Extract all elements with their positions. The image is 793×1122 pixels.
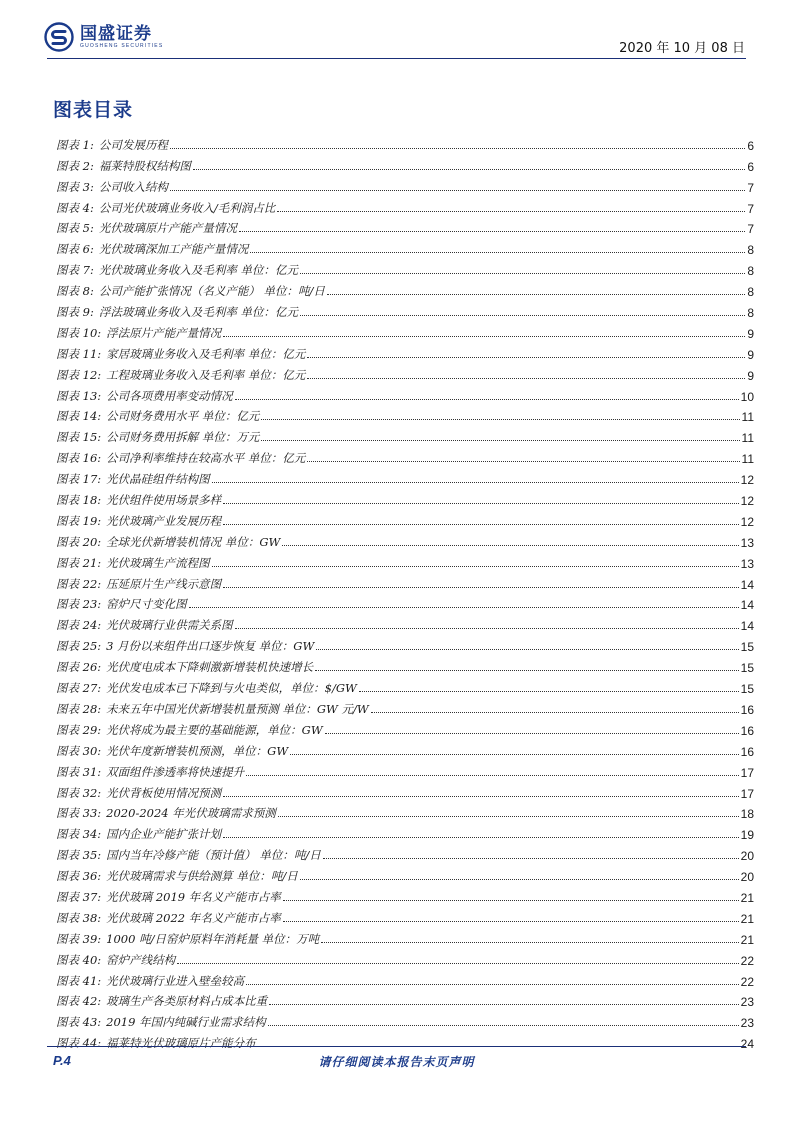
toc-entry-label xyxy=(56,889,281,905)
toc-entry-number: 图表 25: xyxy=(56,639,102,654)
toc-dot-leader xyxy=(235,398,739,400)
toc-entry-page: 19 xyxy=(740,828,754,843)
toc-entry-page: 10 xyxy=(740,389,754,404)
toc-entry-text: 光伏玻璃生产流程图 xyxy=(106,555,210,570)
toc-entry-page: 13 xyxy=(740,535,754,550)
toc-list xyxy=(56,132,754,1051)
toc-entry-number: 图表 44: xyxy=(56,1036,102,1051)
brand-logo xyxy=(44,22,163,52)
toc-entry[interactable] xyxy=(56,278,754,299)
toc-dot-leader xyxy=(307,356,745,358)
toc-entry-page: 16 xyxy=(740,702,754,717)
toc-entry-text: 公司光伏玻璃业务收入/毛利润占比 xyxy=(98,200,276,215)
toc-entry-number: 图表 17: xyxy=(56,472,102,487)
toc-entry-label xyxy=(56,596,187,612)
toc-entry[interactable] xyxy=(56,445,754,466)
toc-entry-number: 图表 7: xyxy=(56,263,94,278)
toc-entry-page: 23 xyxy=(740,995,754,1010)
toc-entry-number: 图表 5: xyxy=(56,221,94,236)
toc-entry[interactable] xyxy=(56,863,754,884)
toc-entry-text: 公司财务费用拆解 单位：万元 xyxy=(106,430,260,445)
page-number: P.4 xyxy=(53,1053,71,1068)
toc-entry-page: 20 xyxy=(740,849,754,864)
toc-entry-text: 国内当年冷修产能（预计值） 单位：吨/日 xyxy=(106,848,321,863)
toc-entry-label xyxy=(56,304,298,320)
toc-dot-leader xyxy=(290,753,738,755)
toc-entry-number: 图表 40: xyxy=(56,952,102,967)
toc-entry-page: 21 xyxy=(740,911,754,926)
toc-entry-text: 光伏玻璃 2019 年名义产能市占率 xyxy=(106,889,281,904)
toc-dot-leader xyxy=(250,251,745,253)
toc-entry-text: 福莱特光伏玻璃原片产能分布 xyxy=(106,1036,256,1051)
toc-entry-label xyxy=(56,576,221,592)
toc-entry-number: 图表 4: xyxy=(56,200,94,215)
toc-entry-number: 图表 18: xyxy=(56,493,102,508)
toc-entry-text: 双面组件渗透率将快速提升 xyxy=(106,764,245,779)
toc-entry[interactable] xyxy=(56,320,754,341)
toc-entry-number: 图表 29: xyxy=(56,722,102,737)
toc-dot-leader xyxy=(359,690,739,692)
toc-entry-number: 图表 1: xyxy=(56,137,94,152)
toc-entry-label xyxy=(56,764,244,780)
toc-entry-text: 浮法玻璃业务收入及毛利率 单位：亿元 xyxy=(98,305,299,320)
toc-entry-label xyxy=(56,722,323,738)
toc-entry-page: 7 xyxy=(747,222,754,237)
toc-entry-label xyxy=(56,952,175,968)
toc-dot-leader xyxy=(327,293,745,295)
toc-entry-page: 21 xyxy=(740,890,754,905)
toc-entry[interactable] xyxy=(56,195,754,216)
toc-entry-label xyxy=(56,220,237,236)
toc-dot-leader xyxy=(307,377,745,379)
toc-entry-number: 图表 9: xyxy=(56,305,94,320)
toc-dot-leader xyxy=(283,899,739,901)
toc-entry-number: 图表 43: xyxy=(56,1015,102,1030)
toc-entry[interactable] xyxy=(56,717,754,738)
toc-entry-page: 17 xyxy=(740,786,754,801)
toc-entry-label xyxy=(56,826,221,842)
toc-entry-text: 光伏晶硅组件结构图 xyxy=(106,472,210,487)
toc-entry[interactable] xyxy=(56,299,754,320)
toc-entry-label xyxy=(56,388,233,404)
toc-entry[interactable] xyxy=(56,654,754,675)
toc-entry-number: 图表 10: xyxy=(56,325,102,340)
toc-entry-text: 光伏玻璃业务收入及毛利率 单位：亿元 xyxy=(98,263,299,278)
toc-entry[interactable] xyxy=(56,341,754,362)
toc-entry-text: 光伏玻璃 2022 年名义产能市占率 xyxy=(106,910,281,925)
toc-entry-page: 20 xyxy=(740,870,754,885)
brand-name-en: GUOSHENG SECURITIES xyxy=(80,42,164,49)
toc-entry-number: 图表 31: xyxy=(56,764,102,779)
toc-dot-leader xyxy=(170,147,745,149)
toc-entry[interactable] xyxy=(56,842,754,863)
toc-dot-leader xyxy=(321,941,739,943)
toc-dot-leader xyxy=(261,439,739,441)
toc-entry-text: 公司收入结构 xyxy=(98,179,168,194)
toc-entry[interactable] xyxy=(56,466,754,487)
toc-entry-number: 图表 36: xyxy=(56,869,102,884)
toc-entry-page: 9 xyxy=(747,326,754,341)
toc-dot-leader xyxy=(193,168,745,170)
toc-entry-label xyxy=(56,555,210,571)
toc-entry-text: 2020-2024 年光伏玻璃需求预测 xyxy=(106,806,276,821)
toc-dot-leader xyxy=(300,272,745,274)
toc-entry-label xyxy=(56,283,325,299)
toc-entry-text: 光伏玻璃产业发展历程 xyxy=(106,513,222,528)
toc-entry-label xyxy=(56,429,259,445)
toc-dot-leader xyxy=(315,669,738,671)
toc-entry[interactable] xyxy=(56,1030,754,1051)
toc-entry[interactable] xyxy=(56,571,754,592)
toc-entry[interactable] xyxy=(56,821,754,842)
toc-entry-label xyxy=(56,346,305,362)
toc-entry-label xyxy=(56,137,168,153)
toc-entry-page: 14 xyxy=(740,577,754,592)
toc-entry[interactable] xyxy=(56,153,754,174)
toc-entry-number: 图表 22: xyxy=(56,576,102,591)
toc-entry-text: 3 月份以来组件出口逐步恢复 单位：GW xyxy=(106,639,315,654)
toc-entry[interactable] xyxy=(56,257,754,278)
toc-entry[interactable] xyxy=(56,174,754,195)
toc-entry-text: 光伏发电成本已下降到与火电类似，单位：$/GW xyxy=(106,681,357,696)
toc-entry-label xyxy=(56,1035,256,1051)
toc-entry[interactable] xyxy=(56,529,754,550)
toc-dot-leader xyxy=(170,189,745,191)
toc-entry-label xyxy=(56,534,280,550)
toc-entry-page: 6 xyxy=(747,138,754,153)
toc-entry-label xyxy=(56,868,298,884)
toc-entry-text: 窑炉尺寸变化图 xyxy=(106,597,187,612)
toc-entry-label xyxy=(56,931,319,947)
toc-entry-page: 9 xyxy=(747,347,754,362)
toc-dot-leader xyxy=(323,857,739,859)
toc-entry-text: 光伏度电成本下降刺激新增装机快速增长 xyxy=(106,660,314,675)
toc-entry-text: 家居玻璃业务收入及毛利率 单位：亿元 xyxy=(106,346,306,361)
toc-entry-number: 图表 39: xyxy=(56,931,102,946)
toc-entry-label xyxy=(56,743,288,759)
page-header xyxy=(0,0,793,60)
toc-entry-page: 22 xyxy=(740,953,754,968)
toc-entry[interactable] xyxy=(56,487,754,508)
toc-dot-leader xyxy=(261,418,739,420)
toc-entry-number: 图表 28: xyxy=(56,701,102,716)
toc-entry[interactable] xyxy=(56,633,754,654)
toc-entry-label xyxy=(56,471,210,487)
toc-entry-label xyxy=(56,1014,266,1030)
toc-entry-page: 24 xyxy=(740,1037,754,1052)
toc-dot-leader xyxy=(223,335,745,337)
toc-entry-label xyxy=(56,847,321,863)
toc-entry-text: 窑炉产线结构 xyxy=(106,952,176,967)
toc-entry[interactable] xyxy=(56,404,754,425)
toc-entry-page: 14 xyxy=(740,619,754,634)
toc-entry-text: 光伏玻璃深加工产能产量情况 xyxy=(98,242,249,257)
toc-entry[interactable] xyxy=(56,947,754,968)
toc-entry[interactable] xyxy=(56,612,754,633)
toc-entry-label xyxy=(56,680,357,696)
toc-entry-text: 光伏玻璃行业供需关系图 xyxy=(106,618,233,633)
toc-entry-text: 光伏年度新增装机预测，单位：GW xyxy=(106,743,289,758)
toc-entry[interactable] xyxy=(56,738,754,759)
toc-dot-leader xyxy=(212,565,739,567)
toc-entry-text: 光伏将成为最主要的基础能源，单位：GW xyxy=(106,722,323,737)
toc-dot-leader xyxy=(246,983,738,985)
toc-dot-leader xyxy=(278,815,739,817)
toc-dot-leader xyxy=(282,544,738,546)
toc-entry-number: 图表 8: xyxy=(56,284,94,299)
toc-entry-text: 全球光伏新增装机情况 单位：GW xyxy=(106,534,281,549)
toc-entry-page: 8 xyxy=(747,243,754,258)
toc-entry-label xyxy=(56,513,221,529)
toc-entry[interactable] xyxy=(56,236,754,257)
toc-entry-label xyxy=(56,241,248,257)
toc-entry-number: 图表 35: xyxy=(56,848,102,863)
toc-entry-page: 11 xyxy=(741,410,754,425)
toc-dot-leader xyxy=(223,523,738,525)
toc-entry-number: 图表 19: xyxy=(56,513,102,528)
toc-entry-label xyxy=(56,262,298,278)
toc-entry-text: 浮法原片产能产量情况 xyxy=(106,325,222,340)
toc-entry-label xyxy=(56,805,276,821)
toc-entry[interactable] xyxy=(56,362,754,383)
toc-entry-text: 公司各项费用率变动情况 xyxy=(106,388,233,403)
toc-entry-label xyxy=(56,158,191,174)
toc-dot-leader xyxy=(223,795,738,797)
toc-entry-label xyxy=(56,617,233,633)
toc-entry-text: 公司财务费用水平 单位：亿元 xyxy=(106,409,260,424)
toc-entry-label xyxy=(56,450,305,466)
toc-dot-leader xyxy=(177,962,738,964)
toc-entry-text: 光伏玻璃需求与供给测算 单位：吨/日 xyxy=(106,869,298,884)
toc-entry[interactable] xyxy=(56,696,754,717)
toc-dot-leader xyxy=(239,230,745,232)
toc-entry-number: 图表 38: xyxy=(56,910,102,925)
toc-dot-leader xyxy=(300,878,739,880)
toc-entry-page: 15 xyxy=(740,640,754,655)
toc-dot-leader xyxy=(235,627,739,629)
toc-dot-leader xyxy=(371,711,739,713)
toc-entry-number: 图表 27: xyxy=(56,681,102,696)
toc-title: 图表目录 xyxy=(53,99,134,121)
toc-dot-leader xyxy=(283,920,739,922)
toc-dot-leader xyxy=(277,210,745,212)
toc-entry-label xyxy=(56,659,313,675)
toc-entry-text: 2019 年国内纯碱行业需求结构 xyxy=(106,1015,266,1030)
toc-entry-number: 图表 16: xyxy=(56,451,102,466)
toc-entry-number: 图表 34: xyxy=(56,827,102,842)
toc-entry-page: 12 xyxy=(740,514,754,529)
toc-entry-page: 18 xyxy=(740,807,754,822)
toc-dot-leader xyxy=(269,1003,738,1005)
toc-entry-page: 9 xyxy=(747,368,754,383)
toc-entry[interactable] xyxy=(56,550,754,571)
toc-entry[interactable] xyxy=(56,424,754,445)
toc-entry-text: 福莱特股权结构图 xyxy=(98,158,191,173)
toc-entry[interactable] xyxy=(56,592,754,613)
toc-entry[interactable] xyxy=(56,926,754,947)
toc-entry-label xyxy=(56,179,168,195)
toc-entry-page: 14 xyxy=(740,598,754,613)
toc-entry[interactable] xyxy=(56,968,754,989)
toc-entry-number: 图表 20: xyxy=(56,534,102,549)
toc-entry-text: 公司净利率维持在较高水平 单位：亿元 xyxy=(106,451,306,466)
toc-entry-text: 压延原片生产线示意图 xyxy=(106,576,222,591)
toc-entry-number: 图表 32: xyxy=(56,785,102,800)
toc-entry[interactable] xyxy=(56,383,754,404)
toc-entry-text: 国内企业产能扩张计划 xyxy=(106,827,222,842)
toc-entry-number: 图表 23: xyxy=(56,597,102,612)
toc-entry[interactable] xyxy=(56,216,754,237)
toc-entry-text: 公司发展历程 xyxy=(98,137,168,152)
toc-dot-leader xyxy=(223,502,738,504)
toc-entry-page: 16 xyxy=(740,723,754,738)
toc-entry-label xyxy=(56,701,369,717)
toc-entry-page: 15 xyxy=(740,682,754,697)
toc-entry-text: 光伏玻璃原片产能产量情况 xyxy=(98,221,237,236)
toc-entry-text: 光伏背板使用情况预测 xyxy=(106,785,222,800)
toc-entry-number: 图表 13: xyxy=(56,388,102,403)
toc-dot-leader xyxy=(316,648,738,650)
toc-entry-number: 图表 24: xyxy=(56,618,102,633)
toc-entry[interactable] xyxy=(56,905,754,926)
toc-entry-page: 21 xyxy=(740,932,754,947)
toc-entry-page: 15 xyxy=(740,661,754,676)
toc-entry-number: 图表 6: xyxy=(56,242,94,257)
toc-entry-number: 图表 3: xyxy=(56,179,94,194)
toc-entry[interactable] xyxy=(56,989,754,1010)
toc-entry-text: 玻璃生产各类原材料占成本比重 xyxy=(106,994,268,1009)
toc-entry-page: 13 xyxy=(740,556,754,571)
report-date: 2020 年 10 月 08 日 xyxy=(619,41,745,56)
toc-entry-label xyxy=(56,492,221,508)
toc-entry-page: 7 xyxy=(747,180,754,195)
disclaimer-note: 请仔细阅读本报告末页声明 xyxy=(318,1055,475,1069)
toc-dot-leader xyxy=(268,1024,739,1026)
toc-entry-label xyxy=(56,408,259,424)
toc-entry-page: 6 xyxy=(747,159,754,174)
toc-entry-label xyxy=(56,638,314,654)
toc-entry-number: 图表 2: xyxy=(56,158,94,173)
toc-entry-page: 22 xyxy=(740,974,754,989)
toc-entry-page: 12 xyxy=(740,494,754,509)
toc-entry-text: 工程玻璃业务收入及毛利率 单位：亿元 xyxy=(106,367,306,382)
toc-entry-text: 光伏玻璃行业进入壁垒较高 xyxy=(106,973,245,988)
toc-entry[interactable] xyxy=(56,759,754,780)
toc-entry-number: 图表 12: xyxy=(56,367,102,382)
toc-entry-number: 图表 15: xyxy=(56,430,102,445)
toc-entry-text: 1000 吨/日窑炉原料年消耗量 单位：万吨 xyxy=(106,931,320,946)
toc-entry-page: 8 xyxy=(747,306,754,321)
toc-entry-number: 图表 26: xyxy=(56,660,102,675)
toc-entry[interactable] xyxy=(56,801,754,822)
toc-entry-page: 11 xyxy=(741,452,754,467)
toc-entry-label xyxy=(56,910,281,926)
toc-entry-number: 图表 41: xyxy=(56,973,102,988)
toc-entry[interactable] xyxy=(56,508,754,529)
toc-entry-page: 8 xyxy=(747,285,754,300)
toc-dot-leader xyxy=(212,481,739,483)
toc-entry-number: 图表 33: xyxy=(56,806,102,821)
toc-entry-number: 图表 42: xyxy=(56,994,102,1009)
toc-entry-number: 图表 30: xyxy=(56,743,102,758)
toc-entry[interactable] xyxy=(56,1009,754,1030)
toc-entry-page: 17 xyxy=(740,765,754,780)
toc-dot-leader xyxy=(246,774,738,776)
guosheng-logo-icon xyxy=(44,22,74,52)
toc-entry-number: 图表 14: xyxy=(56,409,102,424)
toc-entry-number: 图表 11: xyxy=(56,346,102,361)
toc-dot-leader xyxy=(223,836,738,838)
toc-entry-label xyxy=(56,367,305,383)
toc-entry-page: 11 xyxy=(741,431,754,446)
brand-name-cn: 国盛证券 xyxy=(80,23,152,44)
toc-entry-label xyxy=(56,785,221,801)
toc-entry-text: 未来五年中国光伏新增装机量预测 单位：GW 元/W xyxy=(106,701,369,716)
toc-entry-label xyxy=(56,993,267,1009)
toc-dot-leader xyxy=(223,586,738,588)
toc-entry-page: 16 xyxy=(740,744,754,759)
toc-entry-number: 图表 21: xyxy=(56,555,102,570)
toc-dot-leader xyxy=(189,606,739,608)
toc-dot-leader xyxy=(307,460,739,462)
toc-entry[interactable] xyxy=(56,884,754,905)
toc-entry-label xyxy=(56,200,275,216)
toc-entry-label xyxy=(56,973,244,989)
footer-divider xyxy=(47,1046,746,1047)
toc-entry-number: 图表 37: xyxy=(56,889,102,904)
toc-entry[interactable] xyxy=(56,132,754,153)
toc-entry-page: 7 xyxy=(747,201,754,216)
toc-dot-leader xyxy=(300,314,745,316)
toc-entry[interactable] xyxy=(56,780,754,801)
toc-dot-leader xyxy=(325,732,739,734)
toc-entry-text: 公司产能扩张情况（名义产能） 单位：吨/日 xyxy=(98,284,325,299)
toc-entry[interactable] xyxy=(56,675,754,696)
toc-entry-text: 光伏组件使用场景多样 xyxy=(106,493,222,508)
toc-entry-page: 12 xyxy=(740,473,754,488)
header-divider xyxy=(47,58,746,59)
toc-entry-page: 8 xyxy=(747,264,754,279)
toc-entry-label xyxy=(56,325,221,341)
toc-entry-page: 23 xyxy=(740,1016,754,1031)
